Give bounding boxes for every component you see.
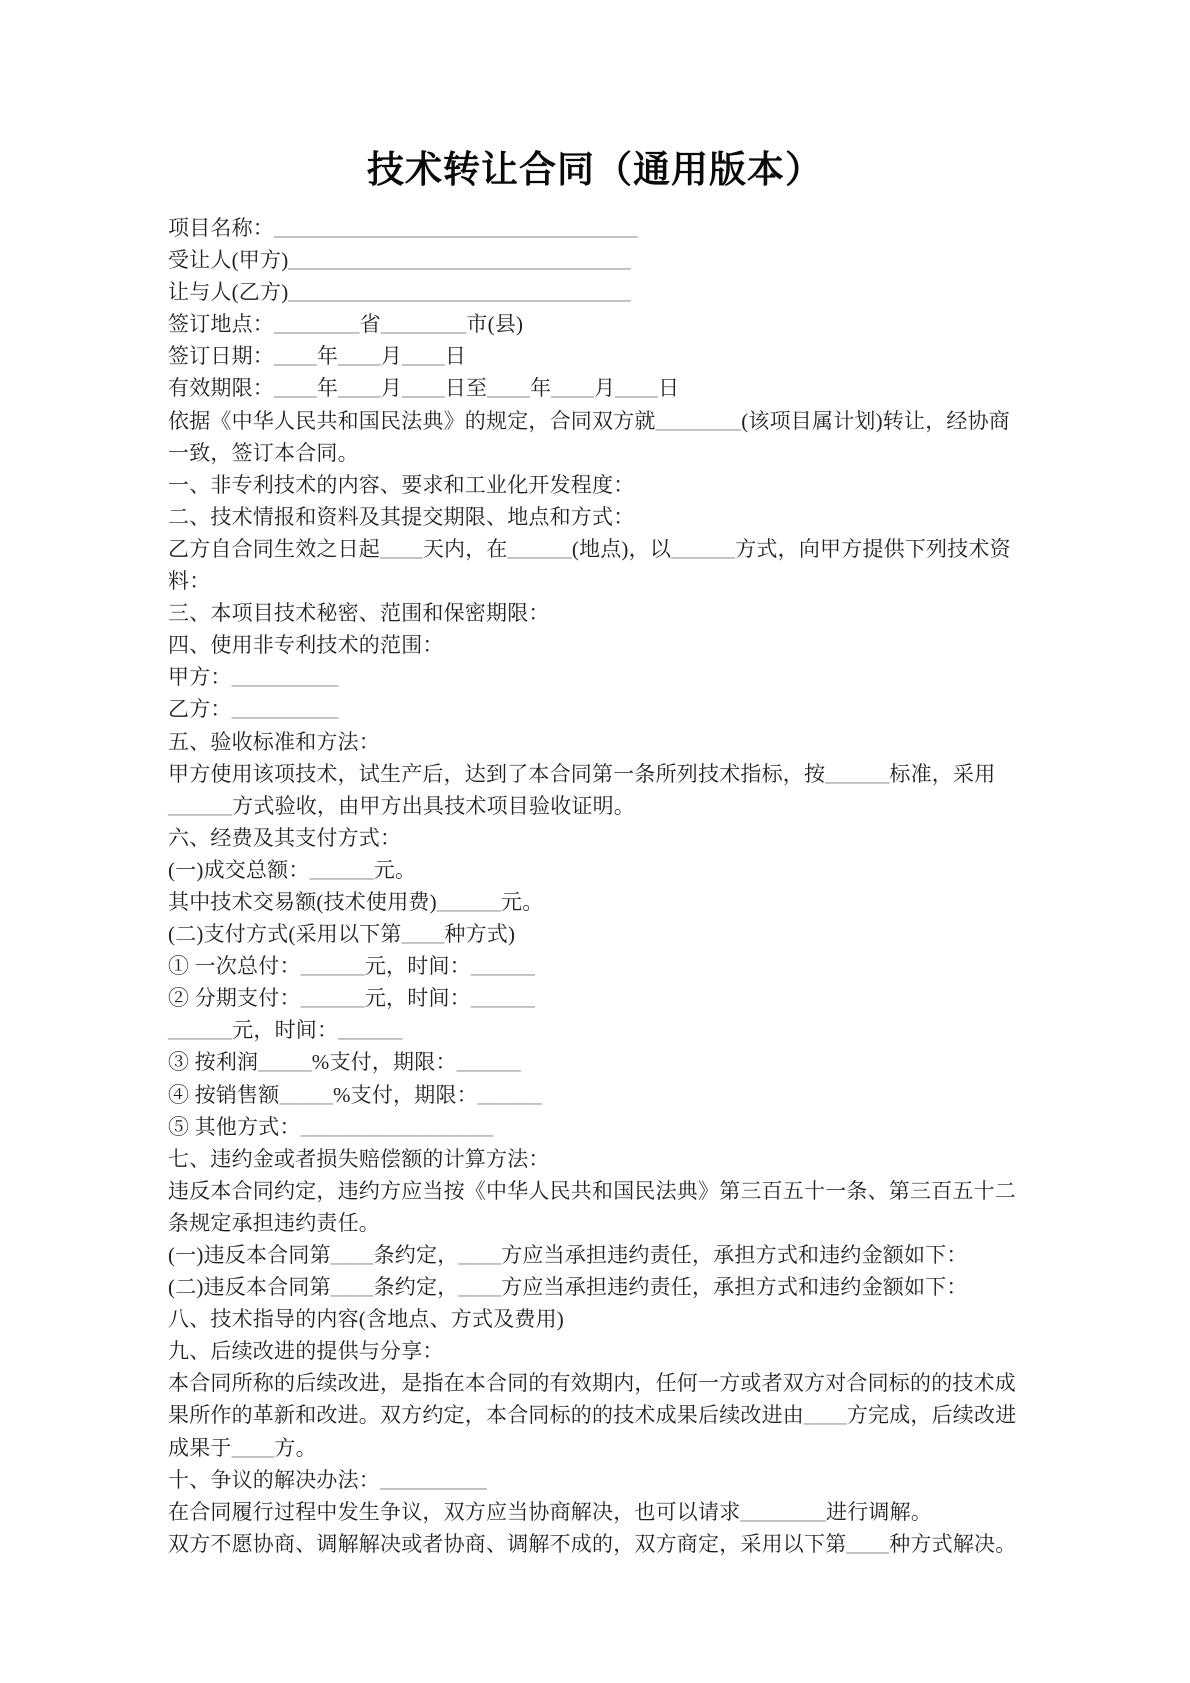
fill-in-blank: ____ (551, 376, 595, 401)
text-run: 九、后续改进的提供与分享： (168, 1339, 444, 1364)
text-run: 日 (658, 376, 680, 401)
fill-in-blank: ______ (309, 857, 374, 882)
text-run: 元。 (373, 857, 417, 882)
text-run: 八、技术指导的内容(含地点、方式及费用) (168, 1307, 564, 1332)
fill-in-blank: ______ (436, 889, 501, 914)
document-line (168, 533, 1022, 597)
text-run: 四、使用非专利技术的范围： (168, 633, 444, 658)
text-run: 条约定， (373, 1275, 459, 1300)
document-line (168, 340, 1022, 372)
text-run: 乙方： (168, 697, 232, 722)
document-line (168, 501, 1022, 533)
document-line (168, 918, 1022, 950)
document-line (168, 244, 1022, 276)
document-title: 技术转让合同（通用版本） (367, 150, 823, 191)
fill-in-blank: ____ (274, 344, 317, 369)
text-run: 市(县) (466, 312, 524, 337)
text-run: (地点)，以 (571, 536, 672, 561)
text-run: 元。 (501, 889, 544, 914)
text-run: 受让人(甲方) (168, 248, 289, 273)
text-run: 方完成，后续改进成果于 (168, 1403, 1017, 1460)
text-run: 年 (316, 376, 339, 401)
fill-in-blank: ______ (825, 761, 890, 786)
fill-in-blank: __________ (231, 665, 339, 690)
text-run: 甲方： (168, 665, 232, 690)
fill-in-blank: ____ (458, 1275, 502, 1300)
text-run: 种方式解决。 (889, 1531, 1017, 1556)
text-run: ④ 按销售额 (168, 1082, 280, 1107)
text-run: 本合同所称的后续改进，是指在本合同的有效期内，任何一方或者双方对合同标的的技术成果所作的革新和改进。双方约定，本合同标的的技术成果后续改进由 (168, 1371, 1016, 1428)
document-line (168, 405, 1022, 469)
fill-in-blank: ________ (274, 312, 360, 337)
document-line (168, 1528, 1022, 1560)
text-run: 其中技术交易额(技术使用费) (168, 889, 437, 914)
document-line (168, 1014, 1022, 1046)
document-line (168, 308, 1022, 340)
fill-in-blank: ______ (168, 793, 233, 818)
text-run: %支付，期限： (332, 1082, 478, 1107)
text-run: (一)违反本合同第 (168, 1243, 331, 1267)
text-run: 年 (530, 376, 552, 401)
text-run: 签订日期： (168, 344, 274, 369)
text-run: 省 (359, 312, 381, 337)
fill-in-blank: ______ (338, 1018, 403, 1043)
text-run: 双方不愿协商、调解解决或者协商、调解不成的，双方商定，采用以下第 (168, 1531, 847, 1556)
document-line (168, 726, 1022, 758)
text-run: 标准，采用 (889, 761, 996, 786)
text-run: 进行调解。 (826, 1499, 933, 1524)
document-line (168, 1367, 1022, 1463)
document-line (168, 1143, 1022, 1175)
text-run: 方应当承担违约责任，承担方式和违约金额如下： (501, 1275, 968, 1300)
fill-in-blank: ____ (402, 376, 445, 401)
text-run: 甲方使用该项技术，试生产后，达到了本合同第一条所列技术指标，按 (168, 761, 826, 786)
text-run: 元，时间： (364, 954, 471, 979)
fill-in-blank: ____ (274, 376, 317, 401)
text-run: 月 (594, 376, 616, 401)
text-run: 年 (316, 344, 339, 369)
text-run: 依据《中华人民共和国民法典》的规定，合同双方就 (168, 408, 656, 433)
document-line (168, 1046, 1022, 1078)
document-line (168, 1496, 1022, 1528)
fill-in-blank: ________ (655, 408, 742, 433)
text-run: 种方式) (444, 922, 516, 947)
document-line (168, 597, 1022, 629)
text-run: 一、非专利技术的内容、要求和工业化开发程度： (168, 472, 635, 497)
text-run: ② 分期支付： (168, 986, 301, 1011)
text-run: %支付，期限： (311, 1050, 457, 1075)
text-run: 日至 (444, 376, 488, 401)
fill-in-blank: ______ (477, 1082, 543, 1107)
fill-in-blank: ______ (300, 986, 365, 1011)
text-run: 方应当承担违约责任，承担方式和违约金额如下： (501, 1243, 968, 1267)
text-run: 七、违约金或者损失赔偿额的计算方法： (168, 1146, 550, 1171)
document-line (168, 854, 1022, 886)
text-run: 在合同履行过程中发生争议，双方应当协商解决，也可以请求 (168, 1499, 741, 1524)
text-run: 五、验收标准和方法： (168, 729, 380, 754)
fill-in-blank: __________ (380, 1467, 487, 1492)
fill-in-blank: ______ (456, 1050, 521, 1075)
document-line (168, 1111, 1022, 1143)
text-run: (该项目属计划)转让，经协商一致，签订本合同。 (168, 408, 1011, 465)
fill-in-blank: ____ (330, 1243, 374, 1267)
text-run: (一)成交总额： (168, 857, 310, 882)
text-run: 十、争议的解决办法： (168, 1467, 380, 1492)
fill-in-blank: __________________ (300, 1114, 494, 1139)
fill-in-blank: ______ (470, 954, 536, 979)
text-run: 条约定， (373, 1243, 459, 1267)
text-run: ⑤ 其他方式： (168, 1114, 301, 1139)
document-line (168, 1239, 1022, 1271)
document-line (168, 950, 1022, 982)
document-line (168, 1079, 1022, 1111)
document-line (168, 886, 1022, 918)
text-run: 日 (444, 344, 467, 369)
text-run: 元，时间： (364, 986, 471, 1011)
text-run: ① 一次总付： (168, 954, 301, 979)
fill-in-blank: ______ (671, 536, 736, 561)
text-run: (二)支付方式(采用以下第 (168, 922, 402, 947)
document-line (168, 758, 1022, 822)
fill-in-blank: _____ (279, 1082, 333, 1107)
fill-in-blank: ______ (470, 986, 536, 1011)
fill-in-blank: ____ (380, 536, 423, 561)
text-run: 让与人(乙方) (168, 280, 289, 305)
fill-in-blank: ________________________________ (288, 248, 631, 273)
document-line (168, 982, 1022, 1014)
fill-in-blank: ____ (804, 1403, 847, 1428)
document-line (168, 1335, 1022, 1367)
document-line (168, 1464, 1022, 1496)
document-line (168, 1303, 1022, 1335)
document-line (168, 276, 1022, 308)
text-run: 方式，向甲方提供下列技术资料： (168, 536, 1011, 594)
document-line (168, 661, 1022, 693)
fill-in-blank: ____ (402, 344, 445, 369)
document-line (168, 372, 1022, 404)
text-run: 方。 (274, 1435, 317, 1460)
text-run: 违反本合同约定，违约方应当按《中华人民共和国民法典》第三百五十一条、第三百五十二条规定承担违约责任。 (168, 1178, 1016, 1235)
fill-in-blank: ____ (458, 1243, 502, 1267)
fill-in-blank: ____ (231, 1435, 275, 1460)
document-line (168, 212, 1022, 244)
text-run: 天内，在 (422, 536, 508, 561)
fill-in-blank: ____ (487, 376, 531, 401)
document-line (168, 629, 1022, 661)
fill-in-blank: ____ (846, 1531, 890, 1556)
fill-in-blank: __________________________________ (274, 216, 638, 240)
text-run: 有效期限： (168, 376, 274, 401)
text-run: 三、本项目技术秘密、范围和保密期限： (168, 601, 550, 626)
document-line (168, 693, 1022, 725)
document-line (168, 1175, 1022, 1239)
fill-in-blank: ______ (507, 536, 572, 561)
fill-in-blank: ________________________________ (288, 280, 631, 305)
text-run: 月 (380, 344, 403, 369)
text-run: 六、经费及其支付方式： (168, 825, 402, 850)
text-run: 项目名称： (168, 216, 274, 240)
text-run: (二)违反本合同第 (168, 1275, 331, 1300)
fill-in-blank: ______ (300, 954, 365, 979)
text-run: 月 (380, 376, 403, 401)
text-run: 签订地点： (168, 312, 274, 337)
document-body (168, 212, 1022, 1560)
text-run: 方式验收，由甲方出具技术项目验收证明。 (232, 793, 636, 818)
fill-in-blank: ____ (615, 376, 659, 401)
document-line (168, 1271, 1022, 1303)
fill-in-blank: ____ (401, 922, 445, 947)
document-line (168, 822, 1022, 854)
fill-in-blank: ________ (740, 1499, 827, 1524)
fill-in-blank: ______ (168, 1018, 233, 1043)
fill-in-blank: ____ (338, 376, 381, 401)
fill-in-blank: ________ (380, 312, 467, 337)
text-run: 乙方自合同生效之日起 (168, 536, 380, 561)
fill-in-blank: _____ (258, 1050, 312, 1075)
fill-in-blank: __________ (231, 697, 339, 722)
text-run: 二、技术情报和资料及其提交期限、地点和方式： (168, 504, 635, 529)
document-line (168, 469, 1022, 501)
fill-in-blank: ____ (338, 344, 381, 369)
fill-in-blank: ____ (330, 1275, 374, 1300)
text-run: ③ 按利润 (168, 1050, 259, 1075)
text-run: 元，时间： (232, 1018, 339, 1043)
